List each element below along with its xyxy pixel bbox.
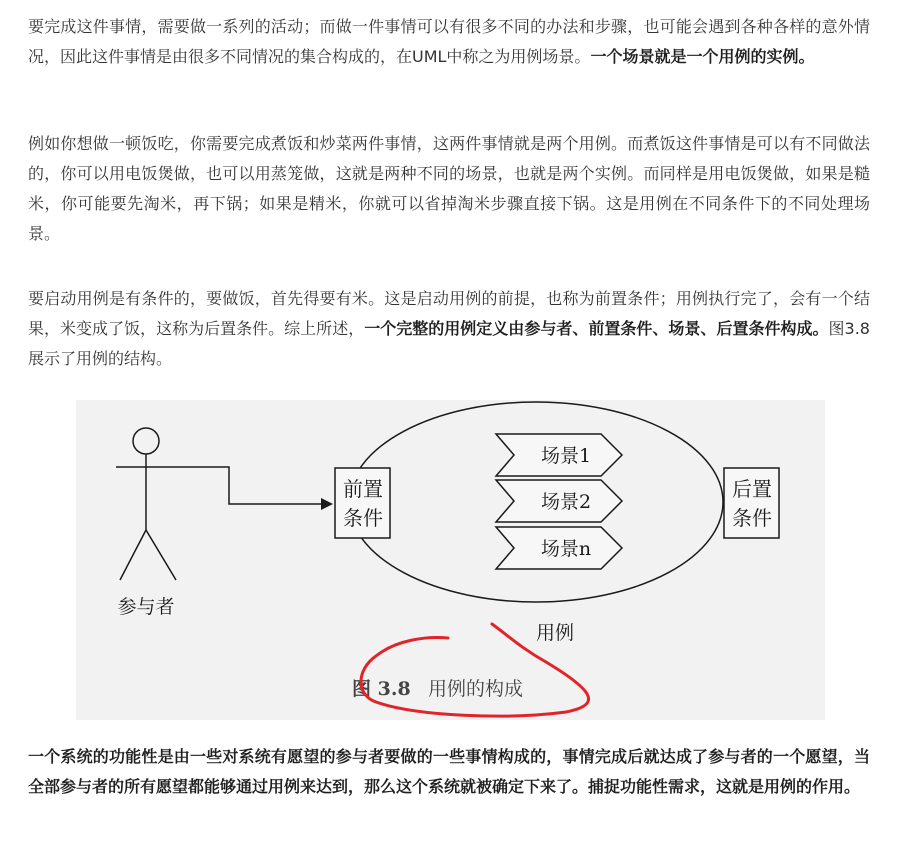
scenario-2-label: 场景2 <box>540 491 592 513</box>
paragraph-4 <box>28 742 870 802</box>
actor-label: 参与者 <box>117 596 175 618</box>
paragraph-1-text: 要完成这件事情，需要做一系列的活动；而做一件事情可以有很多不同的办法和步骤，也可能会遇到各种各样的意外情况，因此这件事情是由很多不同情况的集合构成的，在UML中称之为用例场景。 <box>28 17 870 66</box>
usecase-label: 用例 <box>536 622 575 644</box>
scenario-1-label: 场景1 <box>540 445 592 467</box>
paragraph-2 <box>28 129 870 249</box>
caption-title: 用例的构成 <box>428 678 524 700</box>
paragraph-3-text-before: 要启动用例是有条件的，要做饭，首先得要有米。这是启动用例的前提，也称为前置条件；用例执行完了，会有一个结果，米变成了饭，这称为后置条件。综上所述， <box>28 289 870 338</box>
actor-head <box>133 428 159 454</box>
postcondition-line2: 条件 <box>732 506 772 530</box>
postcondition-line1: 后置 <box>732 477 772 501</box>
paragraph-4-text: 一个系统的功能性是由一些对系统有愿望的参与者要做的一些事情构成的，事情完成后就达成了参与者的一个愿望，当全部参与者的所有愿望都能够通过用例来达到，那么这个系统就被确定下来了。捕捉功能性需求，这就是用例的作用。 <box>28 747 870 796</box>
actor-connector-line <box>177 467 321 504</box>
paragraph-3 <box>28 284 870 374</box>
caption-number: 图 3.8 <box>352 678 411 700</box>
usecase-figure <box>76 400 825 720</box>
paragraph-3-text-after: 图3.8展示了用例的结构。 <box>28 319 870 368</box>
actor-figure <box>116 428 177 580</box>
paragraph-1-bold: 一个场景就是一个用例的实例。 <box>590 47 815 66</box>
paragraph-2-text: 例如你想做一顿饭吃，你需要完成煮饭和炒菜两件事情，这两件事情就是两个用例。而煮饭这件事情是可以有不同做法的，你可以用电饭煲做，也可以用蒸笼做，这就是两种不同的场景，也就是两个实例。而同样是用电饭煲做，如果是糙米，你可能要先淘米，再下锅；如果是精米，你就可以省掉淘米步骤直接下锅。这是用例在不同条件下的不同处理场景。 <box>28 134 870 243</box>
scenario-n-label: 场景n <box>540 538 592 560</box>
precondition-line1: 前置 <box>343 477 383 501</box>
actor-left-leg <box>120 530 146 580</box>
arrowhead-icon <box>321 498 333 510</box>
paragraph-1 <box>28 12 870 72</box>
usecase-diagram <box>76 400 825 720</box>
precondition-line2: 条件 <box>343 506 383 530</box>
paragraph-3-bold: 一个完整的用例定义由参与者、前置条件、场景、后置条件构成。 <box>364 319 829 338</box>
actor-right-leg <box>146 530 176 580</box>
